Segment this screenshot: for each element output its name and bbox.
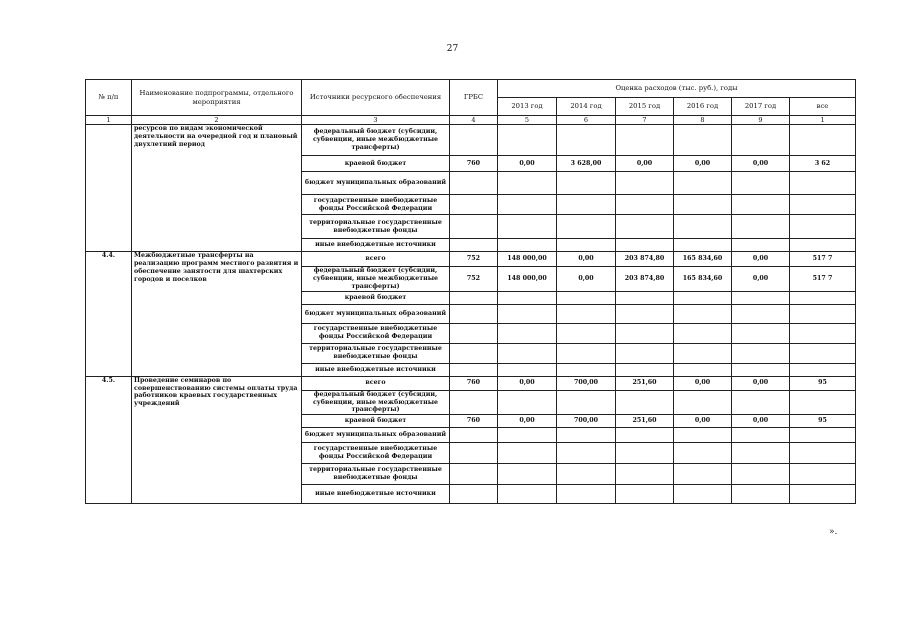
amount-cell [674, 363, 732, 376]
closing-quote-mark: ». [829, 527, 838, 537]
header-name: Наименование подпрограммы, отдельного мероприятия [132, 80, 302, 116]
amount-cell [616, 215, 674, 239]
amount-cell [557, 390, 616, 415]
funding-source: бюджет муниципальных образований [302, 304, 450, 323]
amount-cell [732, 304, 790, 323]
grbs-code [450, 125, 498, 156]
amount-cell [674, 464, 732, 485]
column-number: 3 [302, 116, 450, 125]
item-number: 4.5. [86, 376, 132, 504]
header-estimate: Оценка расходов (тыс. руб.), годы [498, 80, 856, 98]
amount-cell [616, 443, 674, 464]
amount-cell: 251,60 [616, 376, 674, 390]
column-number: 6 [557, 116, 616, 125]
amount-cell: 0,00 [732, 376, 790, 390]
header-year: 2014 год [557, 98, 616, 116]
amount-cell: 148 000,00 [498, 252, 557, 267]
amount-cell [557, 215, 616, 239]
header-year: 2013 год [498, 98, 557, 116]
amount-cell [498, 428, 557, 443]
amount-cell [498, 464, 557, 485]
amount-cell: 0,00 [616, 156, 674, 172]
column-number: 1 [790, 116, 856, 125]
grbs-code [450, 291, 498, 304]
amount-cell [616, 343, 674, 363]
amount-cell [616, 125, 674, 156]
amount-cell: 148 000,00 [498, 267, 557, 292]
amount-cell [732, 323, 790, 343]
item-name: ресурсов по видам экономической деятельности на очередной год и плановый двухлетний период [132, 125, 302, 252]
grbs-code [450, 323, 498, 343]
grbs-code [450, 443, 498, 464]
amount-cell [674, 215, 732, 239]
amount-cell: 165 834,60 [674, 252, 732, 267]
funding-source: иные внебюджетные источники [302, 485, 450, 504]
amount-cell [732, 464, 790, 485]
amount-cell: 517 7 [790, 252, 856, 267]
amount-cell [498, 239, 557, 252]
header-grbs: ГРБС [450, 80, 498, 116]
funding-source: федеральный бюджет (субсидии, субвенции, иные межбюджетные трансферты) [302, 390, 450, 415]
amount-cell: 0,00 [674, 415, 732, 428]
amount-cell [557, 304, 616, 323]
grbs-code [450, 485, 498, 504]
item-number [86, 125, 132, 252]
amount-cell [557, 172, 616, 195]
amount-cell [674, 428, 732, 443]
funding-source: краевой бюджет [302, 156, 450, 172]
amount-cell [557, 239, 616, 252]
funding-source: бюджет муниципальных образований [302, 172, 450, 195]
amount-cell [732, 443, 790, 464]
grbs-code: 760 [450, 156, 498, 172]
amount-cell [732, 485, 790, 504]
amount-cell [557, 291, 616, 304]
amount-cell [557, 443, 616, 464]
amount-cell [732, 363, 790, 376]
amount-cell: 0,00 [498, 376, 557, 390]
funding-source: всего [302, 252, 450, 267]
item-name: Межбюджетные трансферты на реализацию программ местного развития и обеспечение занятости для шахтерских городов и поселков [132, 252, 302, 377]
amount-cell [616, 464, 674, 485]
amount-cell [790, 291, 856, 304]
amount-cell [790, 195, 856, 215]
amount-cell [732, 428, 790, 443]
item-name: Проведение семинаров по совершенствованию системы оплаты труда работников краевых государственных учреждений [132, 376, 302, 504]
amount-cell [732, 195, 790, 215]
amount-cell [732, 390, 790, 415]
amount-cell [732, 291, 790, 304]
funding-source: бюджет муниципальных образований [302, 428, 450, 443]
amount-cell [557, 125, 616, 156]
funding-source: государственные внебюджетные фонды Российской Федерации [302, 443, 450, 464]
amount-cell: 3 62 [790, 156, 856, 172]
amount-cell [498, 172, 557, 195]
amount-cell [790, 390, 856, 415]
amount-cell [790, 125, 856, 156]
amount-cell [674, 323, 732, 343]
amount-cell [674, 443, 732, 464]
table-row [86, 376, 856, 390]
amount-cell [616, 363, 674, 376]
amount-cell [674, 304, 732, 323]
amount-cell: 165 834,60 [674, 267, 732, 292]
amount-cell [674, 390, 732, 415]
amount-cell [498, 323, 557, 343]
column-number: 2 [132, 116, 302, 125]
amount-cell [498, 125, 557, 156]
amount-cell [732, 125, 790, 156]
amount-cell [557, 464, 616, 485]
grbs-code: 760 [450, 415, 498, 428]
grbs-code [450, 304, 498, 323]
amount-cell [498, 390, 557, 415]
grbs-code [450, 172, 498, 195]
amount-cell [790, 343, 856, 363]
amount-cell: 0,00 [674, 376, 732, 390]
funding-source: территориальные государственные внебюджетные фонды [302, 343, 450, 363]
funding-source: территориальные государственные внебюджетные фонды [302, 464, 450, 485]
header-year: 2016 год [674, 98, 732, 116]
column-number: 8 [674, 116, 732, 125]
funding-source: всего [302, 376, 450, 390]
amount-cell: 251,60 [616, 415, 674, 428]
grbs-code [450, 239, 498, 252]
amount-cell: 700,00 [557, 376, 616, 390]
amount-cell [674, 343, 732, 363]
amount-cell [557, 323, 616, 343]
amount-cell [498, 363, 557, 376]
amount-cell [674, 195, 732, 215]
funding-source: государственные внебюджетные фонды Российской Федерации [302, 195, 450, 215]
grbs-code: 752 [450, 267, 498, 292]
amount-cell [616, 323, 674, 343]
amount-cell [732, 343, 790, 363]
funding-source: иные внебюджетные источники [302, 239, 450, 252]
header-year: 2017 год [732, 98, 790, 116]
amount-cell [790, 215, 856, 239]
amount-cell [790, 172, 856, 195]
amount-cell: 0,00 [732, 156, 790, 172]
amount-cell: 0,00 [674, 156, 732, 172]
amount-cell [616, 390, 674, 415]
amount-cell [674, 172, 732, 195]
amount-cell [732, 215, 790, 239]
table-row [86, 125, 856, 156]
amount-cell [616, 428, 674, 443]
amount-cell [790, 304, 856, 323]
funding-source: краевой бюджет [302, 291, 450, 304]
amount-cell [790, 428, 856, 443]
amount-cell [557, 195, 616, 215]
header-year: все [790, 98, 856, 116]
amount-cell [616, 291, 674, 304]
column-number: 4 [450, 116, 498, 125]
table-row [86, 252, 856, 267]
amount-cell: 3 628,00 [557, 156, 616, 172]
column-number: 9 [732, 116, 790, 125]
column-number: 7 [616, 116, 674, 125]
amount-cell [557, 485, 616, 504]
amount-cell [790, 485, 856, 504]
budget-table-container [85, 79, 833, 541]
funding-source: территориальные государственные внебюджетные фонды [302, 215, 450, 239]
amount-cell [498, 304, 557, 323]
amount-cell [616, 172, 674, 195]
amount-cell: 95 [790, 376, 856, 390]
funding-source: федеральный бюджет (субсидии, субвенции, иные межбюджетные трансферты) [302, 267, 450, 292]
amount-cell: 0,00 [732, 252, 790, 267]
column-number: 1 [86, 116, 132, 125]
funding-source: краевой бюджет [302, 415, 450, 428]
amount-cell [674, 485, 732, 504]
amount-cell: 0,00 [732, 415, 790, 428]
grbs-code [450, 215, 498, 239]
amount-cell: 0,00 [498, 415, 557, 428]
amount-cell: 0,00 [557, 267, 616, 292]
amount-cell [674, 239, 732, 252]
amount-cell [498, 485, 557, 504]
amount-cell [557, 343, 616, 363]
grbs-code [450, 390, 498, 415]
funding-source: государственные внебюджетные фонды Российской Федерации [302, 323, 450, 343]
amount-cell [732, 239, 790, 252]
amount-cell [790, 363, 856, 376]
header-year: 2015 год [616, 98, 674, 116]
funding-source: иные внебюджетные источники [302, 363, 450, 376]
header-source: Источники ресурсного обеспечения [302, 80, 450, 116]
amount-cell [616, 485, 674, 504]
amount-cell [498, 443, 557, 464]
grbs-code [450, 464, 498, 485]
grbs-code: 760 [450, 376, 498, 390]
amount-cell: 0,00 [498, 156, 557, 172]
header-number: № п/п [86, 80, 132, 116]
amount-cell [616, 195, 674, 215]
amount-cell: 95 [790, 415, 856, 428]
amount-cell: 203 874,80 [616, 252, 674, 267]
amount-cell [498, 215, 557, 239]
grbs-code [450, 363, 498, 376]
amount-cell [498, 195, 557, 215]
budget-table [85, 79, 856, 504]
amount-cell [674, 125, 732, 156]
page-number: 27 [446, 44, 459, 54]
grbs-code: 752 [450, 252, 498, 267]
amount-cell [790, 239, 856, 252]
amount-cell [790, 323, 856, 343]
column-number: 5 [498, 116, 557, 125]
amount-cell: 0,00 [557, 252, 616, 267]
amount-cell [616, 239, 674, 252]
grbs-code [450, 195, 498, 215]
amount-cell [498, 291, 557, 304]
amount-cell: 0,00 [732, 267, 790, 292]
amount-cell [790, 464, 856, 485]
amount-cell [732, 172, 790, 195]
grbs-code [450, 428, 498, 443]
amount-cell: 203 874,80 [616, 267, 674, 292]
amount-cell [557, 363, 616, 376]
amount-cell [498, 343, 557, 363]
amount-cell [790, 443, 856, 464]
amount-cell [616, 304, 674, 323]
grbs-code [450, 343, 498, 363]
funding-source: федеральный бюджет (субсидии, субвенции, иные межбюджетные трансферты) [302, 125, 450, 156]
amount-cell [557, 428, 616, 443]
amount-cell: 700,00 [557, 415, 616, 428]
amount-cell [674, 291, 732, 304]
amount-cell: 517 7 [790, 267, 856, 292]
item-number: 4.4. [86, 252, 132, 377]
